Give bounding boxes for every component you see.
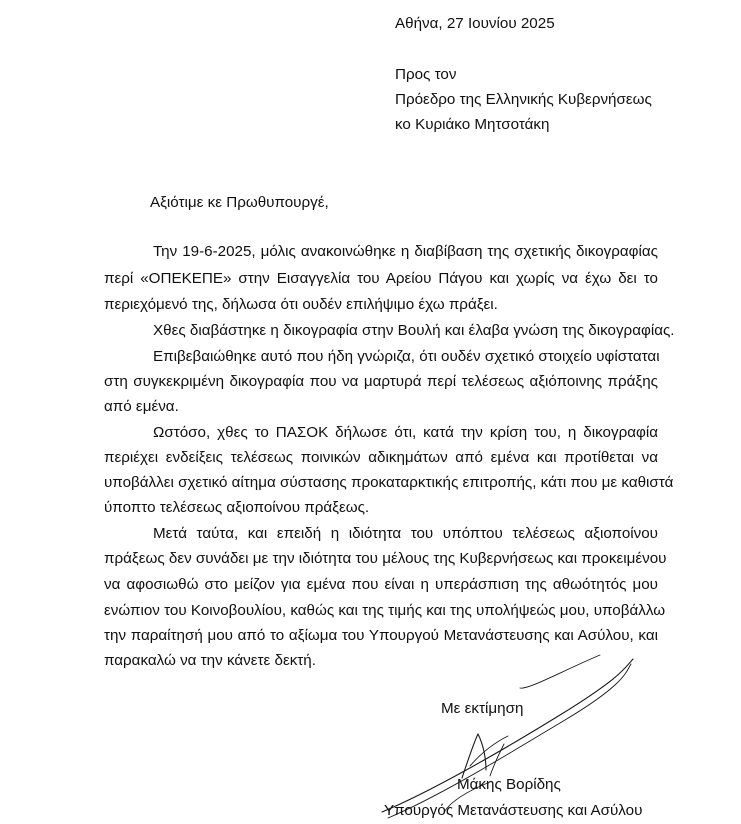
- closing: Με εκτίμηση: [441, 700, 524, 717]
- body-line: υποβάλλει σχετικό αίτημα σύστασης προκαταρκτικής επιτροπής, κάτι που με καθιστά: [104, 474, 674, 491]
- signature-stroke: [520, 655, 600, 688]
- body-line: Την 19-6-2025, μόλις ανακοινώθηκε η διαβίβαση της σχετικής δικογραφίας: [153, 243, 658, 260]
- body-line: ύποπτο τελέσεως αξιοποίνου πράξεως.: [104, 499, 370, 516]
- letter-date: Αθήνα, 27 Ιουνίου 2025: [395, 15, 555, 32]
- signer-title: Υπουργός Μετανάστευσης και Ασύλου: [384, 802, 643, 819]
- body-line: πράξεως δεν συνάδει με την ιδιότητα του μέλους της Κυβερνήσεως και προκειμένου: [104, 550, 667, 567]
- recipient-line-1: Προς τον: [395, 66, 457, 83]
- body-line: την παραίτησή μου από το αξίωμα του Υπουργού Μετανάστευσης και Ασύλου, και: [104, 627, 658, 644]
- body-line: στη συγκεκριμένη δικογραφία που να μαρτυρά περί τελέσεως αξιόποινης πράξης: [104, 373, 658, 390]
- body-line: ενώπιον του Κοινοβουλίου, καθώς και της τιμής και της υπολήψεώς μου, υποβάλλω: [104, 602, 666, 619]
- signature-stroke: [490, 744, 504, 776]
- recipient-line-3: κο Κυριάκο Μητσοτάκη: [395, 116, 550, 133]
- body-line: Χθες διαβάστηκε η δικογραφία στην Βουλή και έλαβα γνώση της δικογραφίας.: [153, 322, 675, 339]
- body-line: περί «ΟΠΕΚΕΠΕ» στην Εισαγγελία του Αρείου Πάγου και χωρίς να έχω δει το: [104, 270, 658, 287]
- salutation: Αξιότιμε κε Πρωθυπουργέ,: [150, 194, 329, 211]
- recipient-line-2: Πρόεδρο της Ελληνικής Κυβερνήσεως: [395, 91, 652, 108]
- body-line: περιέχει ενδείξεις τελέσεως ποινικών αδικημάτων από εμένα και προτίθεται να: [104, 449, 658, 466]
- body-line: Ωστόσο, χθες το ΠΑΣΟΚ δήλωσε ότι, κατά την κρίση του, η δικογραφία: [153, 424, 658, 441]
- body-line: από εμένα.: [104, 398, 179, 415]
- signature-stroke: [388, 664, 631, 818]
- body-line: παρακαλώ να την κάνετε δεκτή.: [104, 652, 316, 669]
- body-line: Μετά ταύτα, και επειδή η ιδιότητα του υπόπτου τελέσεως αξιοποίνου: [153, 525, 658, 542]
- body-line: Επιβεβαιώθηκε αυτό που ήδη γνώριζα, ότι ουδέν σχετικό στοιχείο υφίσταται: [153, 348, 660, 365]
- signer-name: Μάκης Βορίδης: [457, 776, 561, 793]
- signature-stroke: [462, 734, 486, 778]
- body-line: να αφοσιωθώ στο μείζον για εμένα που είναι η υπεράσπιση της αθωότητός μου: [104, 576, 658, 593]
- body-line: περιεχόμενό της, δήλωσα ότι ουδέν επιλήψιμο έχω πράξει.: [104, 296, 498, 313]
